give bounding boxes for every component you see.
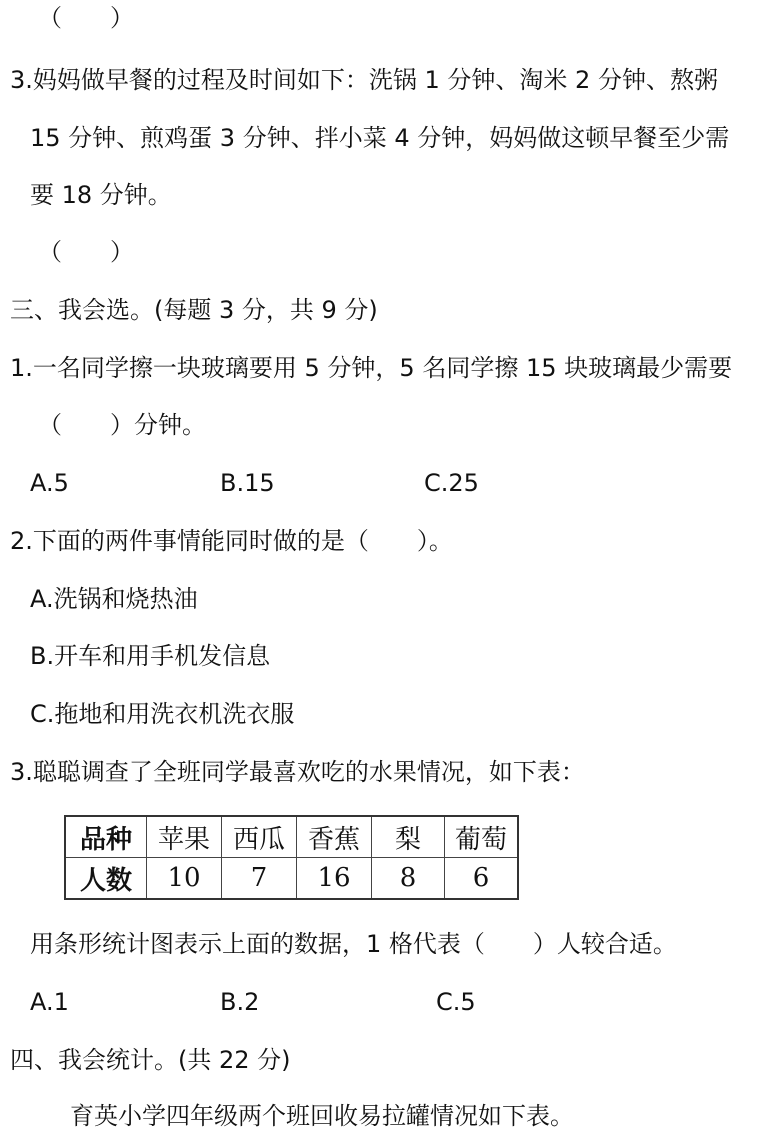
table-header-variety: 品种	[65, 816, 147, 858]
section-4-intro: 育英小学四年级两个班回收易拉罐情况如下表。	[70, 1102, 574, 1130]
section-3-heading: 三、我会选。(每题 3 分，共 9 分)	[10, 296, 378, 324]
table-row-fruit-types	[65, 816, 518, 858]
table-cell-fruit: 香蕉	[297, 816, 372, 858]
s3-q3-question: 用条形统计图表示上面的数据，1 格代表（ ）人较合适。	[30, 930, 677, 958]
fruit-survey-table	[64, 815, 519, 900]
s3-q1-option-a: A.5	[30, 469, 69, 497]
table-cell-fruit: 苹果	[147, 816, 222, 858]
q3-line-3: 要 18 分钟。	[30, 181, 172, 209]
table-cell-count: 6	[445, 858, 519, 900]
s3-q2-stem: 2.下面的两件事情能同时做的是（ ）。	[10, 527, 453, 555]
q3-line-2: 15 分钟、煎鸡蛋 3 分钟、拌小菜 4 分钟，妈妈做这顿早餐至少需	[30, 124, 730, 152]
s3-q1-line-1: 1.一名同学擦一块玻璃要用 5 分钟，5 名同学擦 15 块玻璃最少需要	[10, 354, 733, 382]
section-4-heading: 四、我会统计。(共 22 分)	[10, 1046, 291, 1074]
s3-q1-option-b: B.15	[220, 469, 275, 497]
table-cell-count: 8	[372, 858, 445, 900]
top-answer-blank: （ ）	[38, 4, 134, 32]
table-cell-count: 16	[297, 858, 372, 900]
table-header-count: 人数	[65, 858, 147, 900]
s3-q2-option-b: B.开车和用手机发信息	[30, 642, 271, 670]
s3-q2-option-c: C.拖地和用洗衣机洗衣服	[30, 700, 295, 728]
table-cell-count: 10	[147, 858, 222, 900]
table-row-counts	[65, 858, 518, 900]
table-cell-fruit: 葡萄	[445, 816, 519, 858]
q3-line-1: 3.妈妈做早餐的过程及时间如下：洗锅 1 分钟、淘米 2 分钟、熬粥	[10, 66, 718, 94]
s3-q2-option-a: A.洗锅和烧热油	[30, 585, 198, 613]
s3-q3-option-c: C.5	[436, 988, 476, 1016]
s3-q3-stem: 3.聪聪调查了全班同学最喜欢吃的水果情况，如下表：	[10, 758, 585, 786]
table-cell-fruit: 西瓜	[222, 816, 297, 858]
s3-q1-line-2: （ ）分钟。	[38, 411, 206, 439]
q3-answer-blank: （ ）	[38, 238, 134, 266]
s3-q3-option-b: B.2	[220, 988, 260, 1016]
table-cell-fruit: 梨	[372, 816, 445, 858]
s3-q3-option-a: A.1	[30, 988, 69, 1016]
table-cell-count: 7	[222, 858, 297, 900]
s3-q1-option-c: C.25	[424, 469, 479, 497]
